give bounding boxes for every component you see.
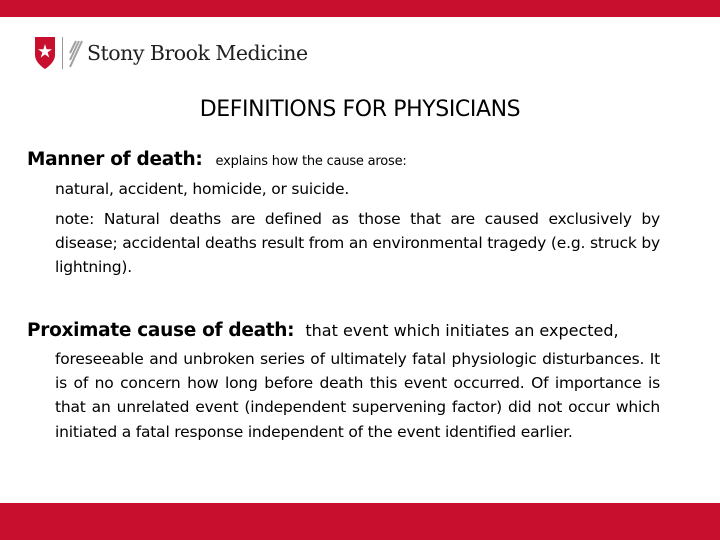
manner-heading [27,149,407,170]
proximate-term: Proximate cause of death: [27,320,295,341]
proximate-lead: that event which initiates an expected, [305,321,619,340]
logo-text: Stony Brook Medicine [87,41,308,65]
proximate-heading [27,320,619,341]
bottom-brand-bar [0,503,720,540]
shield-star-icon [34,36,56,70]
manner-note: note: Natural deaths are defined as those that are caused exclusively by disease; accidental deaths result from an environmental tragedy (e.g. struck by lightning). [55,210,660,277]
manner-types: natural, accident, homicide, or suicide. [55,180,350,198]
logo-divider [62,37,63,69]
page-title: DEFINITIONS FOR PHYSICIANS [199,97,521,122]
top-brand-bar [0,0,720,17]
stony-brook-logo [34,33,308,73]
stripes-icon [69,36,83,70]
proximate-body: foreseeable and unbroken series of ultimately fatal physiologic disturbances. It is of no concern how long before death this event occurred. Of importance is that an unrelated event (independent supervening factor) did not occur which initiated a fatal response independent of the event identified earlier. [55,350,660,441]
manner-term: Manner of death: [27,149,203,170]
manner-description: explains how the cause arose: [215,154,407,169]
